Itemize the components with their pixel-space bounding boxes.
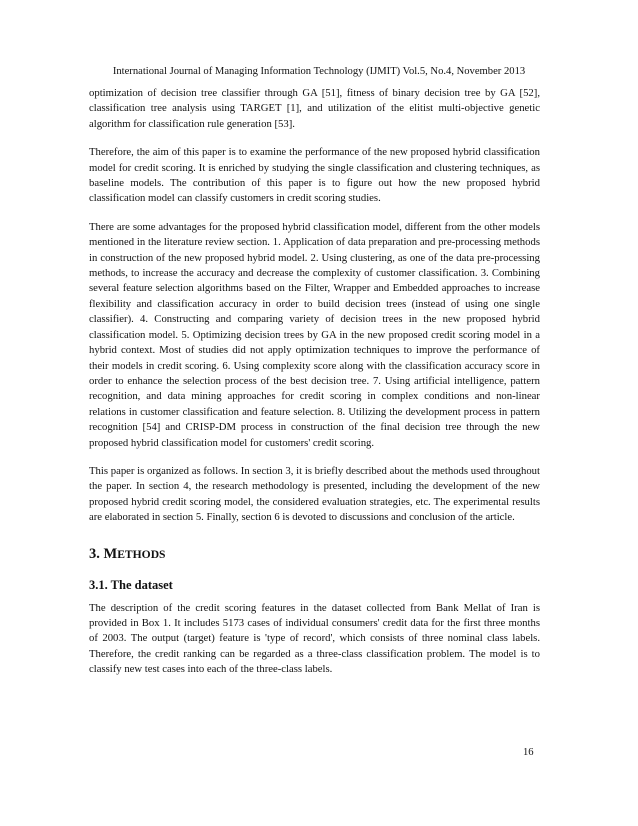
journal-header: International Journal of Managing Information Technology (IJMIT) Vol.5, No.4, November 2013 [112, 66, 526, 77]
section-heading-methods [89, 545, 540, 564]
paragraph-dataset: The description of the credit scoring features in the dataset collected from Bank Mellat of Iran is provided in Box 1. It includes 5173 cases of individual consumers' credit data for the first three months of 2003. The output (target) feature is 'type of record', which consists of three nominal class labels. Therefore, the credit ranking can be regarded as a three-class classification problem. The model is to classify new test cases into each of the three-class labels. [89, 601, 540, 676]
section-number: 3. [89, 545, 100, 562]
section-title-rest: ETHODS [117, 547, 166, 561]
page-body [89, 86, 540, 691]
section-title-initial: M [103, 545, 118, 562]
page-number: 16 [523, 747, 534, 758]
paragraph-aim: Therefore, the aim of this paper is to examine the performance of the new proposed hybrid classification model for credit scoring. It is enriched by studying the single classification and clustering techniques, as baseline models. The contribution of this paper is to figure out how the new proposed hybrid classification model can classify customers in credit scoring studies. [89, 146, 540, 205]
paragraph-ga-optimization: optimization of decision tree classifier through GA [51], fitness of binary decision tree by GA [52], classification tree analysis using TARGET [1], and utilization of the elitist multi-objective genetic algorithm for classification rule generation [53]. [89, 87, 540, 130]
paragraph-advantages: There are some advantages for the proposed hybrid classification model, different from the other models mentioned in the literature review section. 1. Application of data preparation and pre-processing methods in construction of the new proposed hybrid model. 2. Using clustering, as one of the data pre-processing methods, to increase the accuracy and decrease the complexity of customer classification. 3. Combining several feature selection algorithms based on the Filter, Wrapper and Embedded approaches to increase flexibility and classification accuracy in order to build decision trees (instead of using one single classifier). 4. Constructing and comparing variety of decision trees in the new proposed hybrid classification model. 5. Optimizing decision trees by GA in the new proposed credit scoring model in a hybrid context. Most of studies did not apply optimization techniques to improve the performance of their models in credit scoring. 6. Using complexity score along with the classification accuracy score in order to enhance the selection process of the best decision tree. 7. Using artificial intelligence, pattern recognition, and data mining approaches for credit scoring in complex conditions and non-linear relations in customer classification and feature selection. 8. Utilizing the development process in pattern recognition [54] and CRISP-DM process in construction of the final decision tree through the new proposed hybrid classification model for customers' credit scoring. [89, 220, 540, 449]
subsection-heading-dataset: 3.1. The dataset [89, 577, 173, 592]
paragraph-organization: This paper is organized as follows. In section 3, it is briefly described about the methods used throughout the paper. In section 4, the research methodology is presented, including the development of the new proposed hybrid credit scoring model, the considered evaluation strategies, etc. The experimental results are elaborated in section 5. Finally, section 6 is devoted to discussions and conclusion of the article. [89, 464, 540, 524]
